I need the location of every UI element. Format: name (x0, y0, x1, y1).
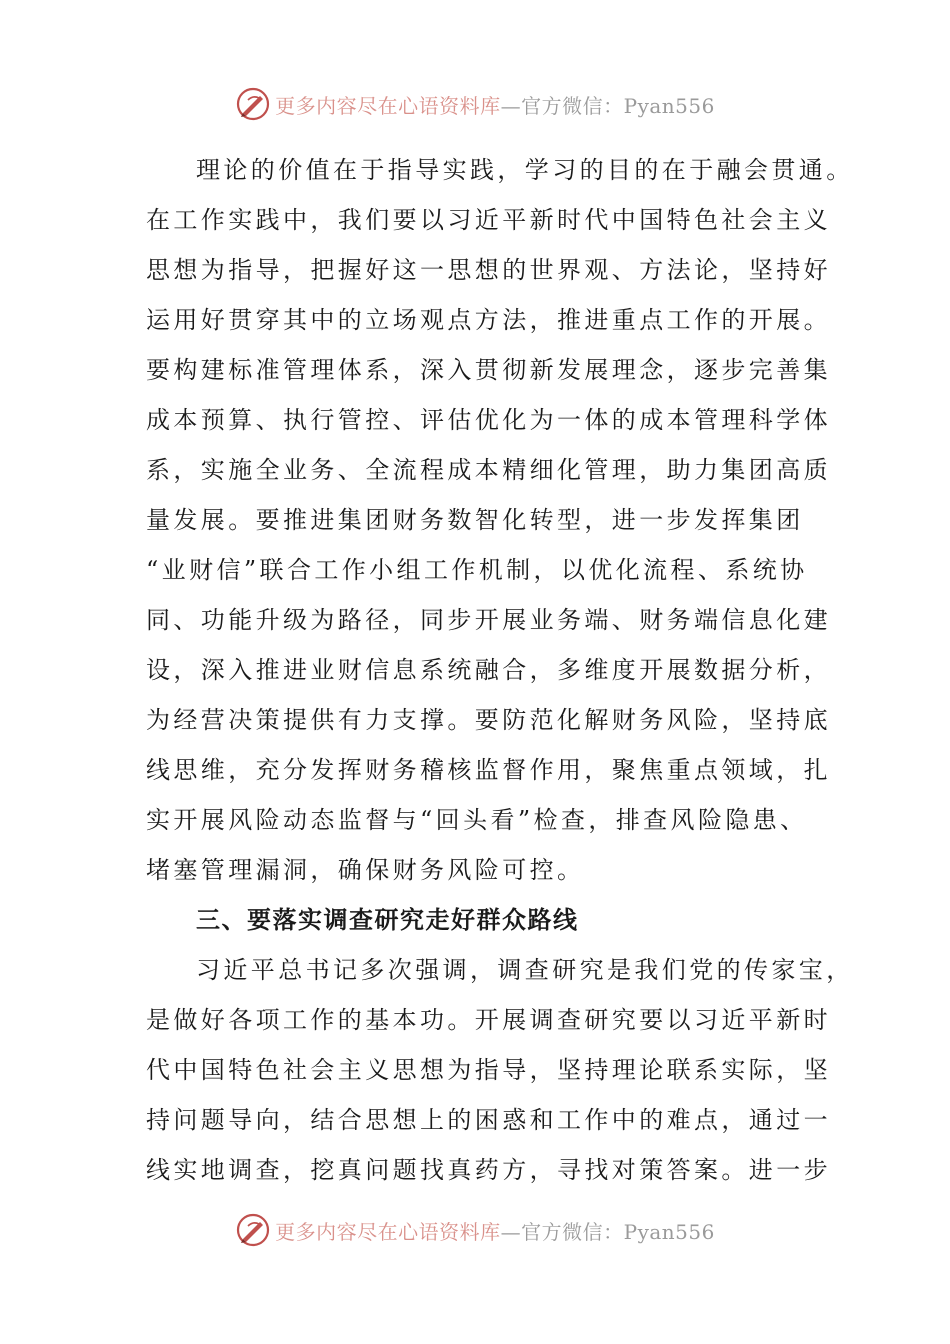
paragraph-line: 代中国特色社会主义思想为指导，坚持理论联系实际，坚 (146, 1056, 831, 1084)
paragraph-line: 设，深入推进业财信息系统融合，多维度开展数据分析， (146, 656, 831, 684)
watermark-text (275, 90, 715, 119)
pen-logo-icon (235, 1212, 271, 1248)
paragraph-line: 成本预算、执行管控、评估优化为一体的成本管理科学体 (146, 406, 831, 434)
paragraph-line: 是做好各项工作的基本功。开展调查研究要以习近平新时 (146, 1006, 831, 1034)
paragraph-line: 堵塞管理漏洞，确保财务风险可控。 (146, 856, 585, 884)
paragraph-line: 量发展。要推进集团财务数智化转型，进一步发挥集团 (146, 506, 804, 534)
paragraph-line: 线实地调查，挖真问题找真药方，寻找对策答案。进一步 (146, 1156, 831, 1184)
document-body (146, 145, 854, 1195)
paragraph-line: 思想为指导，把握好这一思想的世界观、方法论，坚持好 (146, 256, 831, 284)
header-watermark-banner (0, 84, 950, 124)
paragraph-line: 线思维，充分发挥财务稽核监督作用，聚焦重点领域，扎 (146, 756, 831, 784)
paragraph-line: 运用好贯穿其中的立场观点方法，推进重点工作的开展。 (146, 306, 831, 334)
watermark-text (275, 1216, 715, 1245)
paragraph-line: 在工作实践中，我们要以习近平新时代中国特色社会主义 (146, 206, 831, 234)
watermark-main-text: 更多内容尽在心语资料库 (275, 1219, 501, 1244)
paragraph-line: 同、功能升级为路径，同步开展业务端、财务端信息化建 (146, 606, 831, 634)
watermark-suffix-text: 官方微信：Pyan556 (521, 93, 715, 118)
footer-watermark-banner (0, 1210, 950, 1250)
paragraph-line: “业财信”联合工作小组工作机制，以优化流程、系统协 (146, 556, 808, 584)
paragraph-line: 习近平总书记多次强调，调查研究是我们党的传家宝， (196, 956, 854, 984)
paragraph-line: 理论的价值在于指导实践，学习的目的在于融会贯通。 (196, 156, 854, 184)
paragraph-line: 为经营决策提供有力支撑。要防范化解财务风险，坚持底 (146, 706, 831, 734)
pen-logo-icon (235, 86, 271, 122)
watermark-dash: — (500, 93, 522, 118)
watermark-dash: — (500, 1219, 522, 1244)
watermark-suffix-text: 官方微信：Pyan556 (521, 1219, 715, 1244)
section-heading: 三、要落实调查研究走好群众路线 (196, 906, 579, 934)
paragraph-line: 持问题导向，结合思想上的困惑和工作中的难点，通过一 (146, 1106, 831, 1134)
paragraph-line: 要构建标准管理体系，深入贯彻新发展理念，逐步完善集 (146, 356, 831, 384)
paragraph-line: 实开展风险动态监督与“回头看”检查，排查风险隐患、 (146, 806, 808, 834)
watermark-main-text: 更多内容尽在心语资料库 (275, 93, 501, 118)
paragraph-line: 系，实施全业务、全流程成本精细化管理，助力集团高质 (146, 456, 831, 484)
